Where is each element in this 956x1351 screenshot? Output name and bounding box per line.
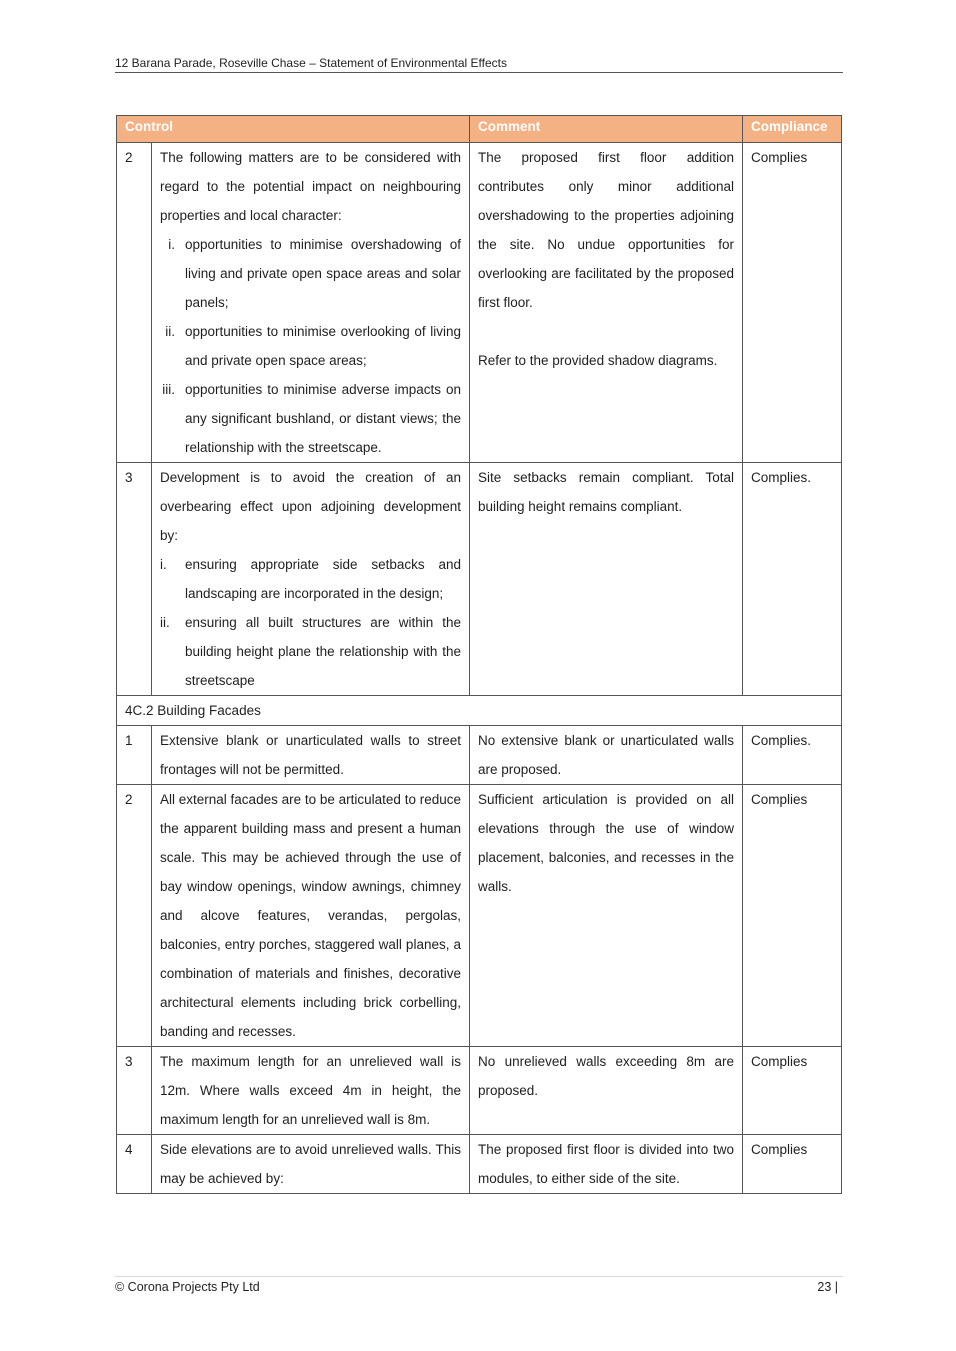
row-number: 3 xyxy=(117,463,152,696)
list-marker: iii. xyxy=(162,382,175,397)
list-item-text: opportunities to minimise overlooking of living and private open space areas; xyxy=(185,324,461,368)
list-marker: i. xyxy=(168,237,175,252)
footer-divider xyxy=(115,1276,843,1277)
list-item xyxy=(160,550,461,608)
page-header xyxy=(115,55,843,73)
controls-table xyxy=(116,115,842,1194)
compliance-cell: Complies xyxy=(743,1047,842,1135)
table-row xyxy=(117,143,842,463)
list-item-text: ensuring appropriate side setbacks and landscaping are incorporated in the design; xyxy=(185,557,461,601)
comment-cell: No extensive blank or unarticulated walls are proposed. xyxy=(470,726,743,785)
control-list xyxy=(160,230,461,462)
table-row xyxy=(117,726,842,785)
section-title: 4C.2 Building Facades xyxy=(117,696,842,726)
comment-extra: Refer to the provided shadow diagrams. xyxy=(478,353,718,368)
row-number: 2 xyxy=(117,785,152,1047)
list-marker: i. xyxy=(160,557,167,572)
section-row xyxy=(117,696,842,726)
list-item xyxy=(160,230,461,317)
row-number: 2 xyxy=(117,143,152,463)
table-row xyxy=(117,463,842,696)
compliance-cell: Complies. xyxy=(743,726,842,785)
table-row xyxy=(117,1047,842,1135)
control-cell: Extensive blank or unarticulated walls to street frontages will not be permitted. xyxy=(152,726,470,785)
list-marker: ii. xyxy=(160,615,170,630)
table-row xyxy=(117,785,842,1047)
comment-cell: Site setbacks remain compliant. Total building height remains compliant. xyxy=(470,463,743,696)
compliance-cell: Complies xyxy=(743,1135,842,1194)
list-item-text: ensuring all built structures are within the building height plane the relationship with the streetscape xyxy=(185,615,461,688)
comment-text: The proposed first floor addition contributes only minor additional overshadowing to the properties adjoining the site. No undue opportunities for overlooking are facilitated by the proposed first floor. xyxy=(478,150,734,310)
column-header-compliance: Compliance xyxy=(743,116,842,143)
list-marker: ii. xyxy=(165,324,175,339)
control-list xyxy=(160,550,461,695)
column-header-control: Control xyxy=(117,116,470,143)
page-header-text: 12 Barana Parade, Roseville Chase – Statement of Environmental Effects xyxy=(115,56,507,70)
comment-cell xyxy=(470,143,743,463)
control-cell xyxy=(152,143,470,463)
table-row xyxy=(117,1135,842,1194)
comment-cell: The proposed first floor is divided into two modules, to either side of the site. xyxy=(470,1135,743,1194)
page-number: 23 | xyxy=(817,1280,838,1294)
control-cell: Side elevations are to avoid unrelieved walls. This may be achieved by: xyxy=(152,1135,470,1194)
list-item-text: opportunities to minimise adverse impacts on any significant bushland, or distant views; the relationship with the streetscape. xyxy=(185,382,461,455)
comment-cell: No unrelieved walls exceeding 8m are proposed. xyxy=(470,1047,743,1135)
list-item xyxy=(160,608,461,695)
compliance-cell: Complies xyxy=(743,785,842,1047)
control-intro: The following matters are to be considered with regard to the potential impact on neighbouring properties and local character: xyxy=(160,150,461,223)
list-item xyxy=(160,317,461,375)
row-number: 4 xyxy=(117,1135,152,1194)
footer-copyright: © Corona Projects Pty Ltd xyxy=(115,1280,260,1294)
comment-cell: Sufficient articulation is provided on all elevations through the use of window placement, balconies, and recesses in the walls. xyxy=(470,785,743,1047)
compliance-cell: Complies. xyxy=(743,463,842,696)
list-item xyxy=(160,375,461,462)
table-header-row xyxy=(117,116,842,143)
compliance-cell: Complies xyxy=(743,143,842,463)
control-intro: Development is to avoid the creation of an overbearing effect upon adjoining development by: xyxy=(160,470,461,543)
row-number: 3 xyxy=(117,1047,152,1135)
control-cell: All external facades are to be articulated to reduce the apparent building mass and present a human scale. This may be achieved through the use of bay window openings, window awnings, chimney and alcove features, verandas, pergolas, balconies, entry porches, staggered wall planes, a combination of materials and finishes, decorative architectural elements including brick corbelling, banding and recesses. xyxy=(152,785,470,1047)
column-header-comment: Comment xyxy=(470,116,743,143)
control-cell xyxy=(152,463,470,696)
control-cell: The maximum length for an unrelieved wall is 12m. Where walls exceed 4m in height, the maximum length for an unrelieved wall is 8m. xyxy=(152,1047,470,1135)
row-number: 1 xyxy=(117,726,152,785)
list-item-text: opportunities to minimise overshadowing of living and private open space areas and solar panels; xyxy=(185,237,461,310)
